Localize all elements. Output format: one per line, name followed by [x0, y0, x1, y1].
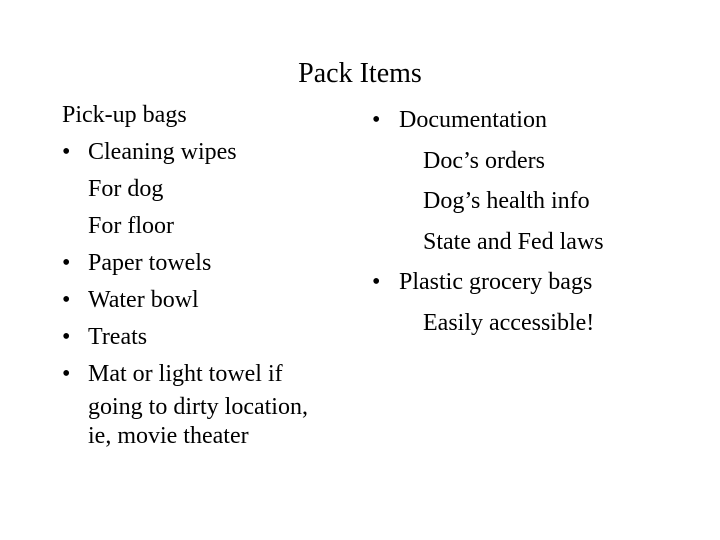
- list-item-text: Documentation: [399, 107, 547, 133]
- list-item-text: Paper towels: [88, 250, 212, 276]
- sub-item: For floor: [88, 213, 174, 239]
- list-item-text: Treats: [88, 324, 148, 350]
- list-item: [372, 262, 712, 303]
- list-item-text: Plastic grocery bags: [399, 269, 593, 295]
- left-heading: Pick-up bags: [62, 102, 187, 128]
- list-item: [372, 100, 712, 141]
- sub-item: State and Fed laws: [423, 228, 604, 255]
- list-item-continuation: ie, movie theater: [88, 423, 249, 449]
- bullet-marker: •: [372, 269, 381, 295]
- left-column: [62, 97, 362, 451]
- bullet-marker: •: [372, 107, 381, 133]
- list-item: [62, 134, 362, 171]
- list-item-text: Mat or light towel if: [88, 361, 283, 387]
- slide-title: Pack Items: [298, 58, 422, 89]
- list-item: [62, 319, 362, 356]
- list-item: [62, 245, 362, 282]
- bullet-marker: •: [62, 361, 71, 387]
- list-item-continuation: going to dirty location,: [88, 394, 308, 420]
- bullet-marker: •: [62, 287, 71, 313]
- sub-item: Easily accessible!: [423, 309, 595, 336]
- bullet-marker: •: [62, 139, 71, 165]
- sub-item: Doc’s orders: [423, 147, 545, 174]
- list-item-text: Water bowl: [88, 287, 199, 313]
- list-item-text: Cleaning wipes: [88, 139, 237, 165]
- right-column: [372, 100, 712, 343]
- bullet-marker: •: [62, 250, 71, 276]
- list-item: [62, 282, 362, 319]
- list-item: [62, 356, 362, 393]
- sub-item: Dog’s health info: [423, 188, 590, 214]
- sub-item: For dog: [88, 176, 164, 202]
- bullet-marker: •: [62, 324, 71, 350]
